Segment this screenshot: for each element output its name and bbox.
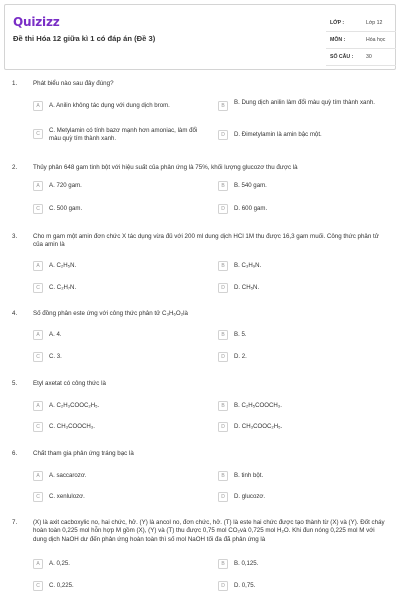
class-label: LỚP :	[330, 20, 345, 26]
option-letter-box: A	[33, 401, 43, 411]
option-letter-box: A	[33, 261, 43, 271]
option-text: B. tinh bột.	[234, 472, 264, 479]
option-text: C. Metylamin có tính bazơ mạnh hơn amoniac, làm đổi màu quỳ tím thành xanh.	[49, 127, 198, 143]
option-text: A. C₂H₃COOC₂H₅.	[49, 402, 100, 409]
option-letter-box: B	[218, 181, 228, 191]
option-text: D. Đimetylamin là amin bậc một.	[234, 131, 322, 138]
option-text: D. CH₃COOC₂H₅.	[234, 423, 283, 430]
option-letter-box: D	[218, 204, 228, 214]
question-text: Cho m gam một amin đơn chức X tác dụng vừa đủ với 200 ml dung dịch HCl 1M thu được 16,3 gam muối. Công thức phân tử của amin là	[33, 233, 379, 249]
question-number: 3.	[12, 233, 18, 240]
option-letter-box: D	[218, 283, 228, 293]
subject-row	[326, 35, 396, 49]
option-text: A. 720 gam.	[49, 182, 82, 189]
question-text: Phát biểu nào sau đây đúng?	[33, 80, 114, 87]
option-letter-box: B	[218, 101, 228, 111]
option-letter-box: A	[33, 471, 43, 481]
quizizz-logo: Quizizz	[13, 15, 60, 29]
question-number: 4.	[12, 310, 18, 317]
exam-title: Đề thi Hóa 12 giữa kì 1 có đáp án (Đề 3)	[13, 34, 156, 43]
question-number: 1.	[12, 80, 18, 87]
option-text: B. 0,125.	[234, 560, 259, 567]
option-letter-box: C	[33, 204, 43, 214]
option-letter-box: A	[33, 559, 43, 569]
option-letter-box: C	[33, 492, 43, 502]
option-text: C. 500 gam.	[49, 205, 83, 212]
option-letter-box: C	[33, 352, 43, 362]
option-letter-box: D	[218, 130, 228, 140]
question-text: (X) là axit cacboxylic no, hai chức, hở. (Y) là ancol no, đơn chức, hở. (T) là este hai chức được tạo thành từ (X) và (Y). Đốt cháy hoàn toàn 0,225 mol hỗn hợp M gồm (X), (Y) và (T) thu được 0,75 mol CO₂và 0,725 mol H₂O. Khi đun nóng 0,225 mol M với dung dịch NaOH dư đến phản ứng hoàn toàn thì số mol NaOH tối đa đã phản ứng là	[33, 519, 385, 543]
option-text: B. 540 gam.	[234, 182, 267, 189]
question-count-row	[326, 52, 396, 66]
option-letter-box: D	[218, 492, 228, 502]
option-letter-box: B	[218, 471, 228, 481]
class-row	[326, 18, 396, 32]
option-text: A. Anilin không tác dụng với dung dịch brom.	[49, 102, 170, 109]
option-text: A. C₂H₅N.	[49, 262, 77, 269]
option-text: D. 600 gam.	[234, 205, 268, 212]
option-letter-box: B	[218, 330, 228, 340]
option-text: A. saccarozơ.	[49, 472, 87, 479]
option-letter-box: B	[218, 559, 228, 569]
option-text: C. xenlulozơ.	[49, 493, 85, 500]
option-text: D. glucozơ.	[234, 493, 266, 500]
question-number: 6.	[12, 450, 18, 457]
option-text: D. 0,75.	[234, 582, 256, 589]
option-text: A. 0,25.	[49, 560, 71, 567]
option-letter-box: C	[33, 422, 43, 432]
option-text: D. 2.	[234, 353, 247, 360]
option-letter-box: A	[33, 101, 43, 111]
question-number: 2.	[12, 164, 18, 171]
subject-value: Hóa học	[366, 37, 386, 43]
option-letter-box: D	[218, 581, 228, 591]
question-text: Thủy phân 648 gam tinh bột với hiệu suất của phản ứng là 75%, khối lượng glucozơ thu được là	[33, 164, 298, 171]
exam-header	[4, 4, 396, 70]
option-letter-box: C	[33, 581, 43, 591]
option-text: C. CH₃COOCH₃.	[49, 423, 95, 430]
question-number: 7.	[12, 519, 18, 526]
class-value: Lớp 12	[366, 20, 383, 26]
option-letter-box: D	[218, 422, 228, 432]
option-letter-box: A	[33, 181, 43, 191]
option-text: D. CH₅N.	[234, 284, 260, 291]
subject-label: MÔN :	[330, 37, 346, 43]
option-text: C. 3.	[49, 353, 62, 360]
option-text: B. 5.	[234, 331, 247, 338]
option-text: B. Dung dịch anilin làm đổi màu quỳ tím thành xanh.	[234, 99, 375, 106]
option-text: B. C₂H₅COOCH₃.	[234, 402, 282, 409]
option-text: A. 4.	[49, 331, 62, 338]
question-number: 5.	[12, 380, 18, 387]
option-letter-box: C	[33, 283, 43, 293]
question-count-value: 30	[366, 54, 372, 60]
question-text: Chất tham gia phản ứng tráng bạc là	[33, 450, 134, 457]
option-letter-box: D	[218, 352, 228, 362]
question-count-label: SỐ CÂU :	[330, 54, 354, 60]
question-text: Số đồng phân este ứng với công thức phân tử C₃H₆O₂là	[33, 310, 188, 317]
option-text: C. C₂H₇N.	[49, 284, 77, 291]
option-letter-box: B	[218, 401, 228, 411]
exam-meta	[326, 18, 396, 69]
option-text: C. 0,225.	[49, 582, 74, 589]
option-letter-box: B	[218, 261, 228, 271]
question-text: Etyl axetat có công thức là	[33, 380, 106, 387]
option-text: B. C₃H₉N.	[234, 262, 262, 269]
option-letter-box: C	[33, 129, 43, 139]
option-letter-box: A	[33, 330, 43, 340]
